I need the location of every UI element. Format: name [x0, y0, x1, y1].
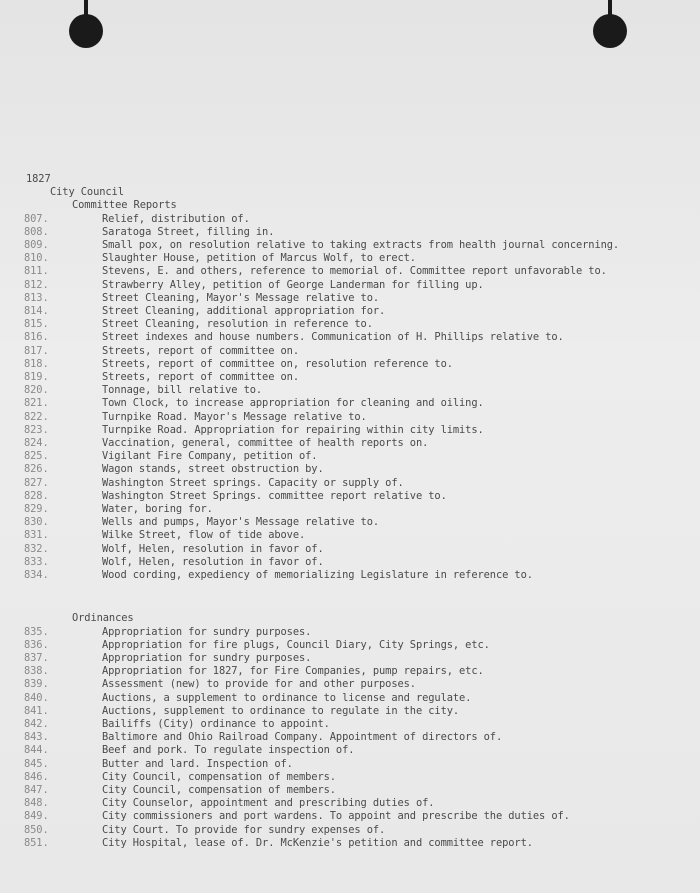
entry-text: Tonnage, bill relative to. — [102, 384, 263, 397]
list-item — [24, 744, 694, 757]
entry-text: Turnpike Road. Appropriation for repairing within city limits. — [102, 423, 484, 436]
list-item — [24, 226, 694, 239]
entry-text: Saratoga Street, filling in. — [102, 225, 275, 238]
entry-text: Streets, report of committee on, resolution reference to. — [102, 357, 453, 370]
entry-text: Vigilant Fire Company, petition of. — [102, 450, 318, 463]
entry-number: 810. — [24, 252, 49, 265]
entry-text: Small pox, on resolution relative to taking extracts from health journal concerning. — [102, 239, 620, 252]
entry-number: 823. — [24, 423, 49, 436]
entry-number: 841. — [24, 704, 49, 717]
entry-number: 825. — [24, 450, 49, 463]
entry-number: 831. — [24, 529, 49, 542]
list-item — [24, 331, 694, 344]
entry-text: City Council, compensation of members. — [102, 770, 336, 783]
list-item — [24, 292, 694, 305]
list-item — [24, 692, 694, 705]
list-item — [24, 569, 694, 582]
entry-text: Appropriation for sundry purposes. — [102, 625, 312, 638]
entry-number: 822. — [24, 410, 49, 423]
list-item — [24, 652, 694, 665]
list-item — [24, 239, 694, 252]
list-item — [24, 424, 694, 437]
council-heading: City Council — [50, 186, 124, 199]
entry-number: 826. — [24, 463, 49, 476]
entry-text: Turnpike Road. Mayor's Message relative to. — [102, 410, 367, 423]
entry-number: 811. — [24, 265, 49, 278]
list-item — [24, 397, 694, 410]
entry-number: 847. — [24, 783, 49, 796]
entry-number: 821. — [24, 397, 49, 410]
list-item — [24, 837, 694, 850]
entry-number: 830. — [24, 516, 49, 529]
entry-number: 833. — [24, 555, 49, 568]
entry-number: 813. — [24, 291, 49, 304]
section-ordinances — [24, 612, 694, 850]
list-item — [24, 626, 694, 639]
list-item — [24, 279, 694, 292]
list-item — [24, 824, 694, 837]
section-title: Committee Reports — [72, 199, 177, 212]
entry-number: 840. — [24, 691, 49, 704]
list-item — [24, 345, 694, 358]
list-item — [24, 771, 694, 784]
entry-number: 842. — [24, 717, 49, 730]
entry-text: Auctions, a supplement to ordinance to license and regulate. — [102, 691, 472, 704]
index-text — [24, 173, 694, 850]
entry-number: 836. — [24, 638, 49, 651]
entry-number: 815. — [24, 318, 49, 331]
entry-number: 824. — [24, 437, 49, 450]
entry-number: 818. — [24, 357, 49, 370]
list-item — [24, 252, 694, 265]
entry-number: 839. — [24, 678, 49, 691]
list-item — [24, 411, 694, 424]
entry-list — [24, 213, 694, 583]
entry-number: 808. — [24, 225, 49, 238]
entry-number: 848. — [24, 797, 49, 810]
list-item — [24, 797, 694, 810]
list-item — [24, 503, 694, 516]
entry-text: Beef and pork. To regulate inspection of. — [102, 744, 355, 757]
entry-number: 844. — [24, 744, 49, 757]
entry-number: 827. — [24, 476, 49, 489]
entry-text: Town Clock, to increase appropriation for cleaning and oiling. — [102, 397, 484, 410]
list-item — [24, 490, 694, 503]
entry-text: Bailiffs (City) ordinance to appoint. — [102, 717, 330, 730]
entry-number: 820. — [24, 384, 49, 397]
list-item — [24, 556, 694, 569]
entry-number: 843. — [24, 731, 49, 744]
entry-number: 837. — [24, 651, 49, 664]
entry-text: Strawberry Alley, petition of George Landerman for filling up. — [102, 278, 484, 291]
entry-number: 849. — [24, 810, 49, 823]
entry-number: 807. — [24, 212, 49, 225]
entry-number: 828. — [24, 489, 49, 502]
entry-text: Appropriation for fire plugs, Council Diary, City Springs, etc. — [102, 638, 490, 651]
list-item — [24, 371, 694, 384]
entry-number: 812. — [24, 278, 49, 291]
list-item — [24, 384, 694, 397]
list-item — [24, 305, 694, 318]
entry-number: 850. — [24, 823, 49, 836]
entry-text: Street Cleaning, resolution in reference to. — [102, 318, 373, 331]
entry-text: Wilke Street, flow of tide above. — [102, 529, 306, 542]
entry-number: 846. — [24, 770, 49, 783]
entry-text: Street Cleaning, Mayor's Message relative to. — [102, 291, 380, 304]
entry-text: Street indexes and house numbers. Communication of H. Phillips relative to. — [102, 331, 564, 344]
entry-number: 845. — [24, 757, 49, 770]
entry-number: 829. — [24, 503, 49, 516]
list-item — [24, 516, 694, 529]
list-item — [24, 810, 694, 823]
list-item — [24, 437, 694, 450]
entry-text: Appropriation for 1827, for Fire Companies, pump repairs, etc. — [102, 665, 484, 678]
list-item — [24, 450, 694, 463]
list-item — [24, 213, 694, 226]
list-item — [24, 784, 694, 797]
list-item — [24, 705, 694, 718]
entry-text: Wagon stands, street obstruction by. — [102, 463, 324, 476]
list-item — [24, 358, 694, 371]
entry-number: 819. — [24, 371, 49, 384]
entry-number: 851. — [24, 836, 49, 849]
entry-number: 809. — [24, 239, 49, 252]
entry-number: 835. — [24, 625, 49, 638]
list-item — [24, 731, 694, 744]
punch-hole-right — [593, 14, 627, 48]
entry-text: Washington Street Springs. committee report relative to. — [102, 489, 447, 502]
entry-text: City Council, compensation of members. — [102, 783, 336, 796]
list-item — [24, 477, 694, 490]
list-item — [24, 463, 694, 476]
list-item — [24, 318, 694, 331]
section-committee-reports — [24, 199, 694, 582]
entry-text: Wells and pumps, Mayor's Message relative to. — [102, 516, 380, 529]
list-item — [24, 665, 694, 678]
entry-text: City Hospital, lease of. Dr. McKenzie's petition and committee report. — [102, 836, 533, 849]
list-item — [24, 529, 694, 542]
entry-text: Vaccination, general, committee of health reports on. — [102, 437, 429, 450]
entry-number: 838. — [24, 665, 49, 678]
entry-number: 832. — [24, 542, 49, 555]
entry-text: Butter and lard. Inspection of. — [102, 757, 293, 770]
entry-text: City commissioners and port wardens. To appoint and prescribe the duties of. — [102, 810, 570, 823]
entry-text: Washington Street springs. Capacity or supply of. — [102, 476, 404, 489]
punch-hole-left — [69, 14, 103, 48]
entry-number: 814. — [24, 305, 49, 318]
list-item — [24, 678, 694, 691]
section-title: Ordinances — [72, 612, 134, 625]
entry-text: Wolf, Helen, resolution in favor of. — [102, 542, 324, 555]
entry-text: Streets, report of committee on. — [102, 344, 299, 357]
entry-text: Water, boring for. — [102, 503, 213, 516]
entry-text: Stevens, E. and others, reference to memorial of. Committee report unfavorable to. — [102, 265, 607, 278]
entry-text: Relief, distribution of. — [102, 212, 250, 225]
entry-text: City Court. To provide for sundry expenses of. — [102, 823, 386, 836]
entry-number: 834. — [24, 569, 49, 582]
entry-text: Wood cording, expediency of memorializing Legislature in reference to. — [102, 569, 533, 582]
entry-text: Appropriation for sundry purposes. — [102, 651, 312, 664]
entry-number: 816. — [24, 331, 49, 344]
entry-text: City Counselor, appointment and prescribing duties of. — [102, 797, 435, 810]
list-item — [24, 718, 694, 731]
entry-number: 817. — [24, 344, 49, 357]
entry-text: Street Cleaning, additional appropriation for. — [102, 305, 386, 318]
entry-text: Streets, report of committee on. — [102, 371, 299, 384]
entry-text: Baltimore and Ohio Railroad Company. Appointment of directors of. — [102, 731, 503, 744]
entry-text: Auctions, supplement to ordinance to regulate in the city. — [102, 704, 460, 717]
list-item — [24, 639, 694, 652]
list-item — [24, 543, 694, 556]
list-item — [24, 758, 694, 771]
year-heading: 1827 — [26, 173, 51, 185]
entry-text: Slaughter House, petition of Marcus Wolf, to erect. — [102, 252, 416, 265]
entry-text: Wolf, Helen, resolution in favor of. — [102, 555, 324, 568]
list-item — [24, 265, 694, 278]
entry-text: Assessment (new) to provide for and other purposes. — [102, 678, 416, 691]
entry-list — [24, 626, 694, 850]
